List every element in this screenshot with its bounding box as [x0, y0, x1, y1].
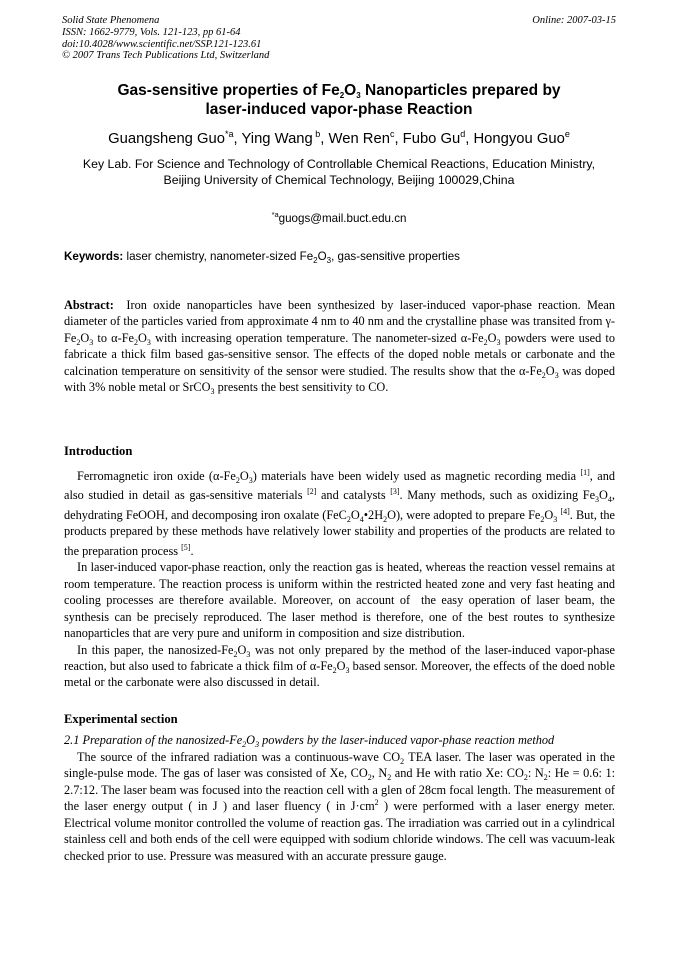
introduction-heading: Introduction [64, 444, 133, 458]
journal-issn: ISSN: 1662-9779, Vols. 121-123, pp 61-64 [62, 26, 241, 38]
online-date: Online: 2007-03-15 [532, 15, 616, 26]
journal-copyright: © 2007 Trans Tech Publications Ltd, Switzerland [62, 50, 270, 62]
journal-header [62, 15, 462, 62]
abstract: Abstract: Iron oxide nanoparticles have been synthesized by laser-induced vapor-phase reaction. Mean diameter of the particles varied from approximate 4 nm to 40 nm and the crystalline phase was transited from $\gamma-Fe_2O_3$ to $\alpha-Fe_2O_3$ with increasing operation temperature. The nanometer-sized $\alpha-Fe_2O_3$ powders were used to fabricate a thick film based gas-sensitive sensor. The effects of the doped noble metals or carbonate and the calcination temperature on sensitivity of the sensor were studied. The results show that the $\alpha-Fe_2O_3$ was doped with 3% noble metal or SrCO$_3$ presents the best sensitivity to CO. [64, 298, 615, 397]
affiliation: Key Lab. For Science and Technology of Controllable Chemical Reactions, Education Ministry, Beijing University of Chemical Technology, Beijing 100029,China [82, 157, 596, 187]
introduction-body: Ferromagnetic iron oxide $(\alpha-Fe_2O_3)$ materials have been widely used as magnetic recording media [1], and also studied in detail as gas-sensitive materials [2] and catalysts [3]. Many methods, such as oxidizing $Fe_3O_4$, dehydrating FeOOH, and decomposing iron oxalate $(FeC_2O_4•2H_2O)$, were adopted to prepare $Fe_2O_3$ [4]. But, the products prepared by these methods have relatively lower stability and properties of the products are related to the preparation process [5]. In laser-induced vapor-phase reaction, only the reaction gas is heated, whereas the reaction vessel remains at room temperature. The reaction process is uniform within the restricted heated zone and very fast heating and cooling processes are therefore available. Moreover, on account of the easy operation of laser beam, the synthesis can be precisely reproduced. The laser method is therefore, one of the best routes to synthesize nanoparticles that are very pure and uniform in composition and size distribution. In this paper, the nanosized-$Fe_2O_3$ was not only prepared by the method of the laser-induced vapor-phase reaction, but also used to fabricate a thick film of $\alpha-Fe_2O_3$ based sensor. Moreover, the effects of the doed noble metal or the carbonate were also discussed in detail. [64, 468, 616, 690]
author-name: Ying Wang [241, 131, 313, 147]
abstract-label: Abstract: [64, 298, 114, 312]
journal-name: Solid State Phenomena [62, 15, 160, 26]
keywords-label: Keywords: [64, 250, 124, 263]
author-name: Hongyou Guo [473, 131, 565, 147]
author-name: Wen Ren [328, 131, 390, 147]
experimental-heading: Experimental section [64, 712, 178, 726]
keywords: Keywords: laser chemistry, nanometer-sized $Fe_2O_3$, gas-sensitive properties [64, 250, 460, 265]
journal-doi: doi:10.4028/www.scientific.net/SSP.121-123.61 [62, 38, 262, 50]
author-list: Guangsheng Guo$^{*a}$, Ying Wang $^b$, Wen Ren$^c$, Fubo Gu$^d$, Hongyou Guo$^e$ [108, 129, 570, 147]
corresponding-email[interactable]: $^{*a}$guogs@mail.buct.edu.cn [271, 210, 407, 225]
experimental-body: The source of the infrared radiation was a continuous-wave $CO_2$ TEA laser. The laser was operated in the single-pulse mode. The gas of laser was consisted of Xe, $CO_2$, $N_2$ and He with ratio Xe: $CO_2$: $N_2$: He = 0.6: 1: 2.7:12. The laser beam was focused into the reaction cell with a glen of 28cm focal length. The measurement of the laser energy output ( in J ) and laser fluency ( in $J\cdot cm^2$ ) were performed with a laser energy meter. Electrical volume monitor controlled the volume of reaction gas. The irradiation was carried out in a cylindrical stainless cell and both ends of the cell were equipped with sodium chloride windows. The cell was vacuum-leak checked prior to use. Pressure was measured with an accurate pressure gauge. [64, 750, 616, 863]
author-name: Fubo Gu [402, 131, 461, 147]
subsection-heading: 2.1 Preparation of the nanosized-$Fe_2O_3$ powders by the laser-induced vapor-phase reaction method [64, 733, 555, 749]
paper-title: Gas-sensitive properties of $Fe_2O_3$ Nanoparticles prepared by laser-induced vapor-phase Reaction [117, 82, 561, 118]
author-name: Guangsheng Guo [108, 131, 225, 147]
